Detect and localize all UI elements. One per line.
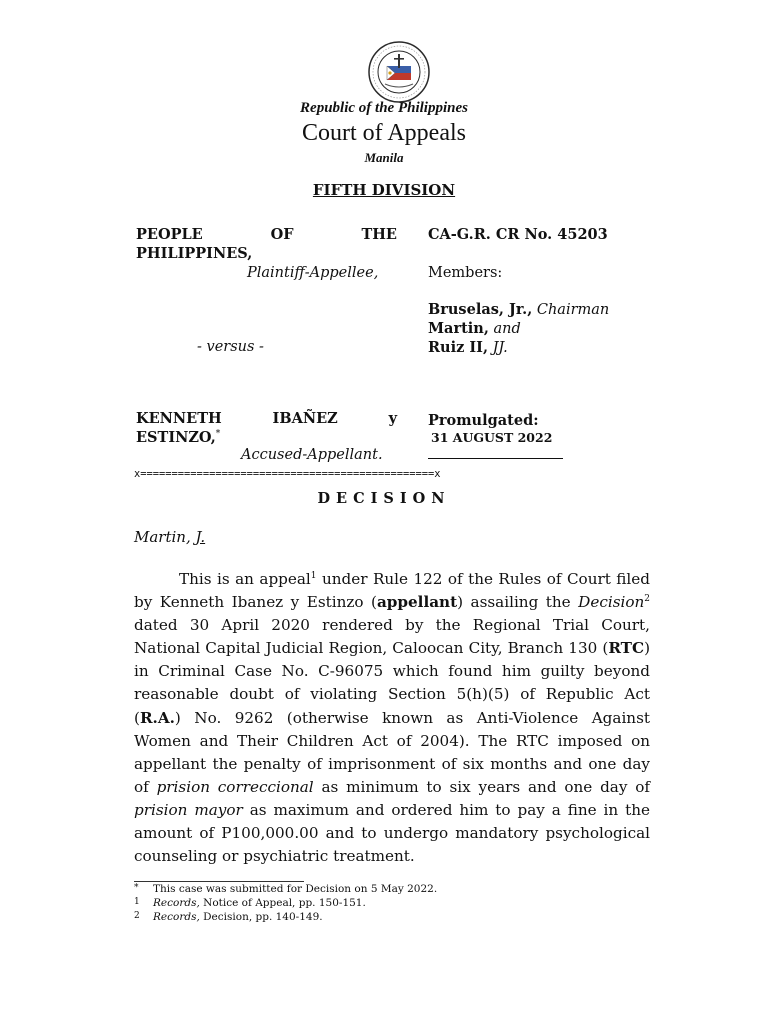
case-number: CA-G.R. CR No. 45203	[428, 226, 608, 243]
member-chairman: Bruselas, Jr., Chairman	[428, 301, 610, 318]
division-heading: FIFTH DIVISION	[312, 181, 456, 199]
accused-word: y	[388, 410, 397, 427]
court-name-heading: Court of Appeals	[302, 120, 466, 146]
member-ruiz: Ruiz II, JJ.	[428, 339, 508, 356]
plaintiff-word: PEOPLE	[136, 226, 203, 243]
members-label: Members:	[428, 265, 503, 281]
member-martin: Martin, and	[428, 320, 521, 337]
footnote-divider	[134, 881, 304, 882]
accused-footnote-mark: *	[215, 429, 221, 440]
ponente: Martin, J.	[134, 528, 206, 546]
footnote-1: 1 Records, Notice of Appeal, pp. 150-151.	[134, 897, 366, 909]
promulgated-label: Promulgated:	[428, 412, 539, 429]
footnote-ref-1[interactable]: 1	[310, 570, 317, 581]
promulgated-underline	[428, 458, 563, 459]
footnote-star: * This case was submitted for Decision on 5 May 2022.	[134, 883, 438, 895]
caption-separator: x===============================================x	[134, 468, 441, 480]
accused-name-line1	[136, 409, 397, 428]
versus-text: - versus -	[197, 339, 264, 355]
promulgated-date: 31 AUGUST 2022	[431, 430, 553, 445]
plaintiff-word: OF	[270, 226, 294, 243]
body-paragraph: This is an appeal$^1$ under Rule 122 of the Rules of Court filed by Kenneth Ibanez y Estinzo (appellant) assailing the Decision$^2$ dated 30 April 2020 rendered by the Regional Trial Court, National Capital Judicial Region, Caloocan City, Branch 130 (RTC) in Criminal Case No. C-96075 which found him guilty beyond reasonable doubt of violating Section 5(h)(5) of Republic Act (R.A.) No. 9262 (otherwise known as Anti-Violence Against Women and Their Children Act of 2004). The RTC imposed on appellant the penalty of imprisonment of six months and one day of prision correccional as minimum to six years and one day of prision mayor as maximum and ordered him to pay a fine in the amount of P100,000.00 and to undergo mandatory psychological counseling or psychiatric treatment.	[134, 570, 651, 866]
city-heading: Manila	[364, 150, 404, 165]
court-seal-icon	[367, 40, 431, 104]
footnote-ref-2[interactable]: 2	[644, 594, 651, 605]
decision-title: DECISION	[317, 490, 451, 507]
accused-word: IBAÑEZ	[272, 410, 338, 427]
decision-body	[134, 568, 650, 868]
accused-name-line2: ESTINZO,*	[136, 429, 221, 446]
accused-role: Accused-Appellant.	[241, 447, 383, 463]
footnote-2: 2 Records, Decision, pp. 140-149.	[134, 911, 323, 923]
plaintiff-name-line1	[136, 225, 397, 244]
plaintiff-name-line2: PHILIPPINES,	[136, 245, 253, 262]
plaintiff-word: THE	[361, 226, 397, 243]
accused-word: KENNETH	[136, 410, 222, 427]
plaintiff-role: Plaintiff-Appellee,	[247, 265, 379, 281]
republic-heading: Republic of the Philippines	[300, 100, 468, 116]
